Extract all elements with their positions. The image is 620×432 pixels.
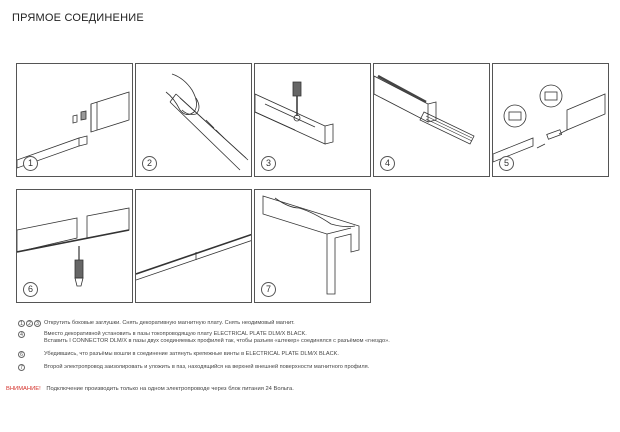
marker: 1 — [18, 320, 25, 327]
note-text: Второй электропровод заизолировать и уложить в паз, находящийся на верхней внешней поверхности магнитного профиля. — [44, 364, 370, 370]
step-number: 3 — [261, 156, 276, 171]
step-4-panel — [373, 63, 490, 177]
marker: 7 — [18, 364, 25, 371]
step-5-panel — [492, 63, 609, 177]
note-markers — [18, 331, 25, 338]
step-7-panel — [254, 189, 371, 303]
step-6-panel — [16, 189, 133, 303]
note-text: Убедившись, что разъёмы вошли в соединение затянуть крепежные винты в ELECTRICAL PLATE DLM/X BLACK. — [44, 351, 339, 357]
note-text: Вместо декоративной установить в пазы токопроводящую плату ELECTRICAL PLATE DLM/X BLACK. — [44, 331, 307, 337]
step-number: 2 — [142, 156, 157, 171]
marker: 4 — [18, 331, 25, 338]
warning-label: ВНИМАНИЕ! — [6, 386, 41, 392]
marker: 6 — [18, 351, 25, 358]
step-number: 4 — [380, 156, 395, 171]
step-1-panel — [16, 63, 133, 177]
step-blank-panel — [135, 189, 252, 303]
step-number: 7 — [261, 282, 276, 297]
note-text: Открутить боковые заглушки. Снять декоративную магнитную плату. Снять неодимовый магнит. — [44, 320, 295, 326]
step-number: 5 — [499, 156, 514, 171]
step-2-panel — [135, 63, 252, 177]
note-markers — [18, 320, 41, 327]
joined-profile-illustration — [136, 190, 252, 303]
warning-text: Подключение производить только на одном электропроводе через блок питания 24 Вольта. — [46, 386, 294, 392]
warning — [6, 386, 294, 392]
page-title: ПРЯМОЕ СОЕДИНЕНИЕ — [12, 12, 144, 24]
step-3-panel — [254, 63, 371, 177]
note-text-continued: Вставить I CONNECTOR DLM/X в пазы двух соединяемых профилей так, чтобы разъем «штекер» соединялся с разъёмом «гнездо». — [44, 338, 390, 344]
step-number: 6 — [23, 282, 38, 297]
marker: 3 — [34, 320, 41, 327]
note-markers — [18, 351, 25, 358]
marker: 2 — [26, 320, 33, 327]
step-number: 1 — [23, 156, 38, 171]
note-markers — [18, 364, 25, 371]
